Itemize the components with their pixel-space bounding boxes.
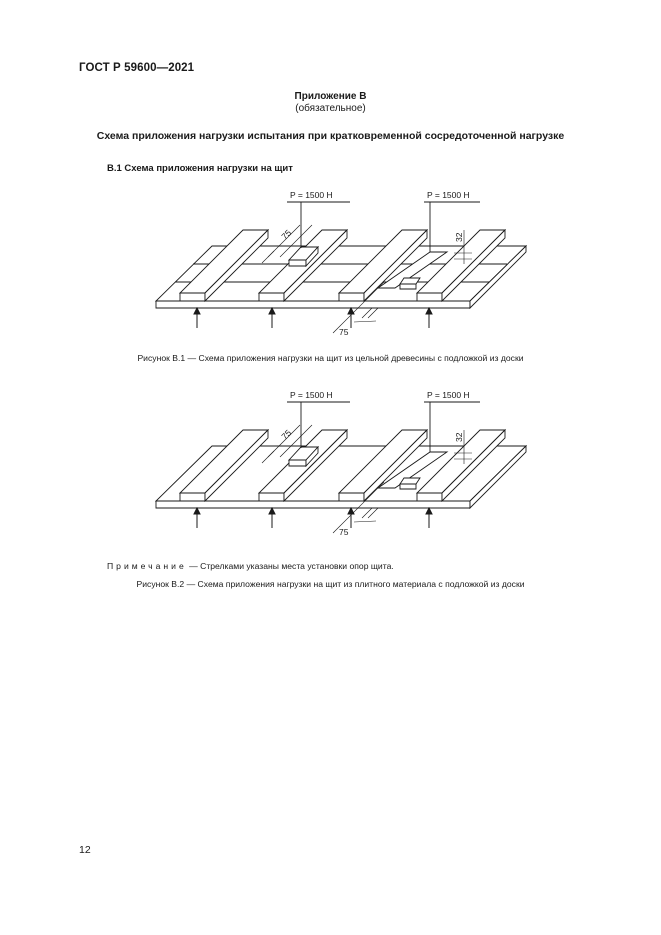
- note-text: Стрелками указаны места установки опор щита.: [200, 561, 394, 571]
- annex-status: (обязательное): [295, 103, 366, 114]
- figure-2-caption: Рисунок В.2 — Схема приложения нагрузки на щит из плитного материала с подложкой из доски: [136, 579, 525, 589]
- load-label-left: P = 1500 Н: [290, 390, 333, 400]
- load-label-right: P = 1500 Н: [427, 190, 470, 200]
- support-arrow: [348, 508, 354, 528]
- figure-1-diagram: [0, 180, 661, 337]
- note-label: Примечание: [107, 561, 187, 571]
- note-dash: —: [189, 561, 198, 571]
- support-arrow: [269, 308, 275, 328]
- main-title: Схема приложения нагрузки испытания при кратковременной сосредоточенной нагрузке: [96, 130, 565, 142]
- load-label-left: P = 1500 Н: [290, 190, 333, 200]
- section-title: В.1 Схема приложения нагрузки на щит: [107, 163, 293, 174]
- dim-bottom-label: 75: [339, 327, 349, 337]
- support-arrow: [348, 308, 354, 328]
- panel-front: [156, 501, 470, 508]
- figure-note: [107, 561, 394, 571]
- dim-bottom-label: 75: [339, 527, 349, 537]
- annex-title: Приложение В: [294, 91, 367, 102]
- page-number: 12: [79, 844, 91, 856]
- support-arrow: [194, 308, 200, 328]
- panel-front: [156, 301, 470, 308]
- dim-width-label: 32: [454, 232, 464, 242]
- figure-1-caption: Рисунок В.1 — Схема приложения нагрузки на щит из цельной древесины с подложкой из доски: [137, 353, 524, 363]
- support-arrow: [194, 508, 200, 528]
- support-arrow: [269, 508, 275, 528]
- dim-width-label: 32: [454, 432, 464, 442]
- support-arrow: [426, 508, 432, 528]
- support-arrow: [426, 308, 432, 328]
- standard-number: ГОСТ Р 59600—2021: [79, 62, 195, 74]
- dim-pad-label: 75: [279, 427, 294, 442]
- dim-pad-label: 75: [279, 227, 294, 242]
- load-label-right: P = 1500 Н: [427, 390, 470, 400]
- figure-2-diagram: [0, 380, 661, 540]
